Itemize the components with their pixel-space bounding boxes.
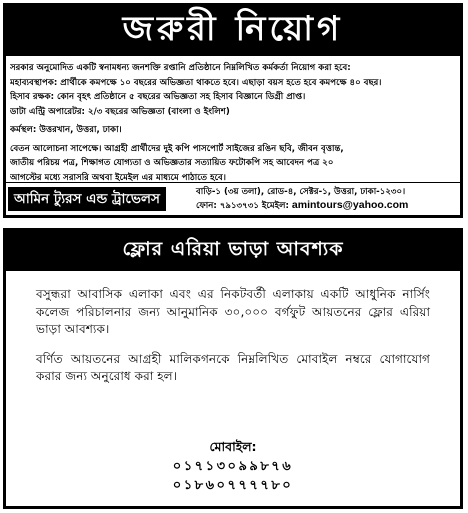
- mobile-number: ০১৭১৩০৯৯৮৭৬: [172, 459, 294, 474]
- workplace-text: কর্মস্থল: উত্তরখান, উত্তরা, ঢাকা।: [10, 125, 122, 135]
- email-label: ইমেইল:: [261, 201, 289, 211]
- floor-rent-paragraph-1: বসুন্ধরা আবাসিক এলাকা এবং এর নিকটবর্তী এলাকায় একটি আধুনিক নার্সিং কলেজ পরিচালনার জন্য আনুমানিক ৩০,০০০ বর্গফুট আয়তনের ফ্লোর এরিয়া ভাড়া আবশ্যক।: [36, 287, 430, 336]
- company-phone: ফোন: ৭৯১৩৭৩১: [196, 201, 259, 211]
- company-phone-email: [196, 199, 456, 213]
- position-accountant: হিসাব রক্ষক: কোন বৃহৎ প্রতিষ্ঠানে ৫ বছরের অভিজ্ঞতা সহ হিসাব বিজ্ঞানে ডিগ্রী প্রাপ্ত।: [10, 92, 306, 102]
- floor-rent-ad-body: [36, 286, 430, 398]
- mobile-label: মোবাইল:: [209, 439, 257, 454]
- mobile-number: ০১৮৬০৭৭৭৭৮০: [172, 478, 294, 493]
- apply-instructions-line: জাতীয় পরিচয় পত্র, শিক্ষাগত যোগ্যতা ও অভিজ্ঞতার সত্যায়িত ফটোকপি সহ আবেদন পত্র ২০: [10, 158, 334, 168]
- apply-instructions-line: আগস্টের মধ্যে সরাসরি অথবা ইমেইল এর মাধ্যমে পাঠাতে হবে।: [10, 172, 226, 183]
- company-name: আমিন ট্যুরস এন্ড ট্রাভেলস: [8, 187, 166, 211]
- recruitment-ad-header: [6, 6, 460, 56]
- recruitment-ad-title: জরুরী নিয়োগ: [122, 8, 344, 49]
- floor-rent-ad: [3, 228, 463, 509]
- apply-instructions-line: বেতন আলোচনা সাপেক্ষে। আগ্রহী প্রার্থীদের দুই কপি পাসপোর্ট সাইজের রঙিন ছবি, জীবন বৃত্তান্ত,: [10, 143, 344, 154]
- recruitment-intro: সরকার অনুমোদিত একটি স্বনামধন্য জনশক্তি রপ্তানি প্রতিষ্ঠানে নিম্নলিখিত কর্মকর্তা নিয়োগ করা হবে:: [10, 63, 351, 73]
- recruitment-ad-footer: [6, 182, 460, 215]
- company-contact: [196, 186, 456, 213]
- mobile-contact: [6, 437, 460, 495]
- position-data-entry-operator: ডাটা এন্ট্রি অপারেটর: ২/৩ বছরের অভিজ্ঞতা (বাংলা ও ইংলিশ): [10, 106, 230, 117]
- floor-rent-ad-header: [6, 231, 460, 271]
- position-general-manager: মহাব্যবস্থাপক: প্রার্থীকে কমপক্ষে ১০ বছরের অভিজ্ঞতা থাকতে হবে। এছাড়া বয়স হতে হবে কমপক্ষে ৪০ বছর।: [10, 77, 382, 88]
- company-email: amintours@yahoo.com: [291, 199, 409, 211]
- company-address: বাড়ি-১ (৩য় তলা), রোড-৪, সেক্টর-১, উত্তরা, ঢাকা-১২৩০।: [196, 187, 406, 197]
- floor-rent-ad-title: ফ্লোর এরিয়া ভাড়া আবশ্যক: [122, 238, 344, 260]
- recruitment-ad-body: [10, 61, 456, 185]
- floor-rent-paragraph-2: বর্ণিত আয়তনের আগ্রহী মালিকগনকে নিম্নলিখিত মোবাইল নম্বরে যোগাযোগ করার জন্য অনুরোধ করা হল।: [36, 351, 430, 383]
- recruitment-ad: [3, 3, 463, 218]
